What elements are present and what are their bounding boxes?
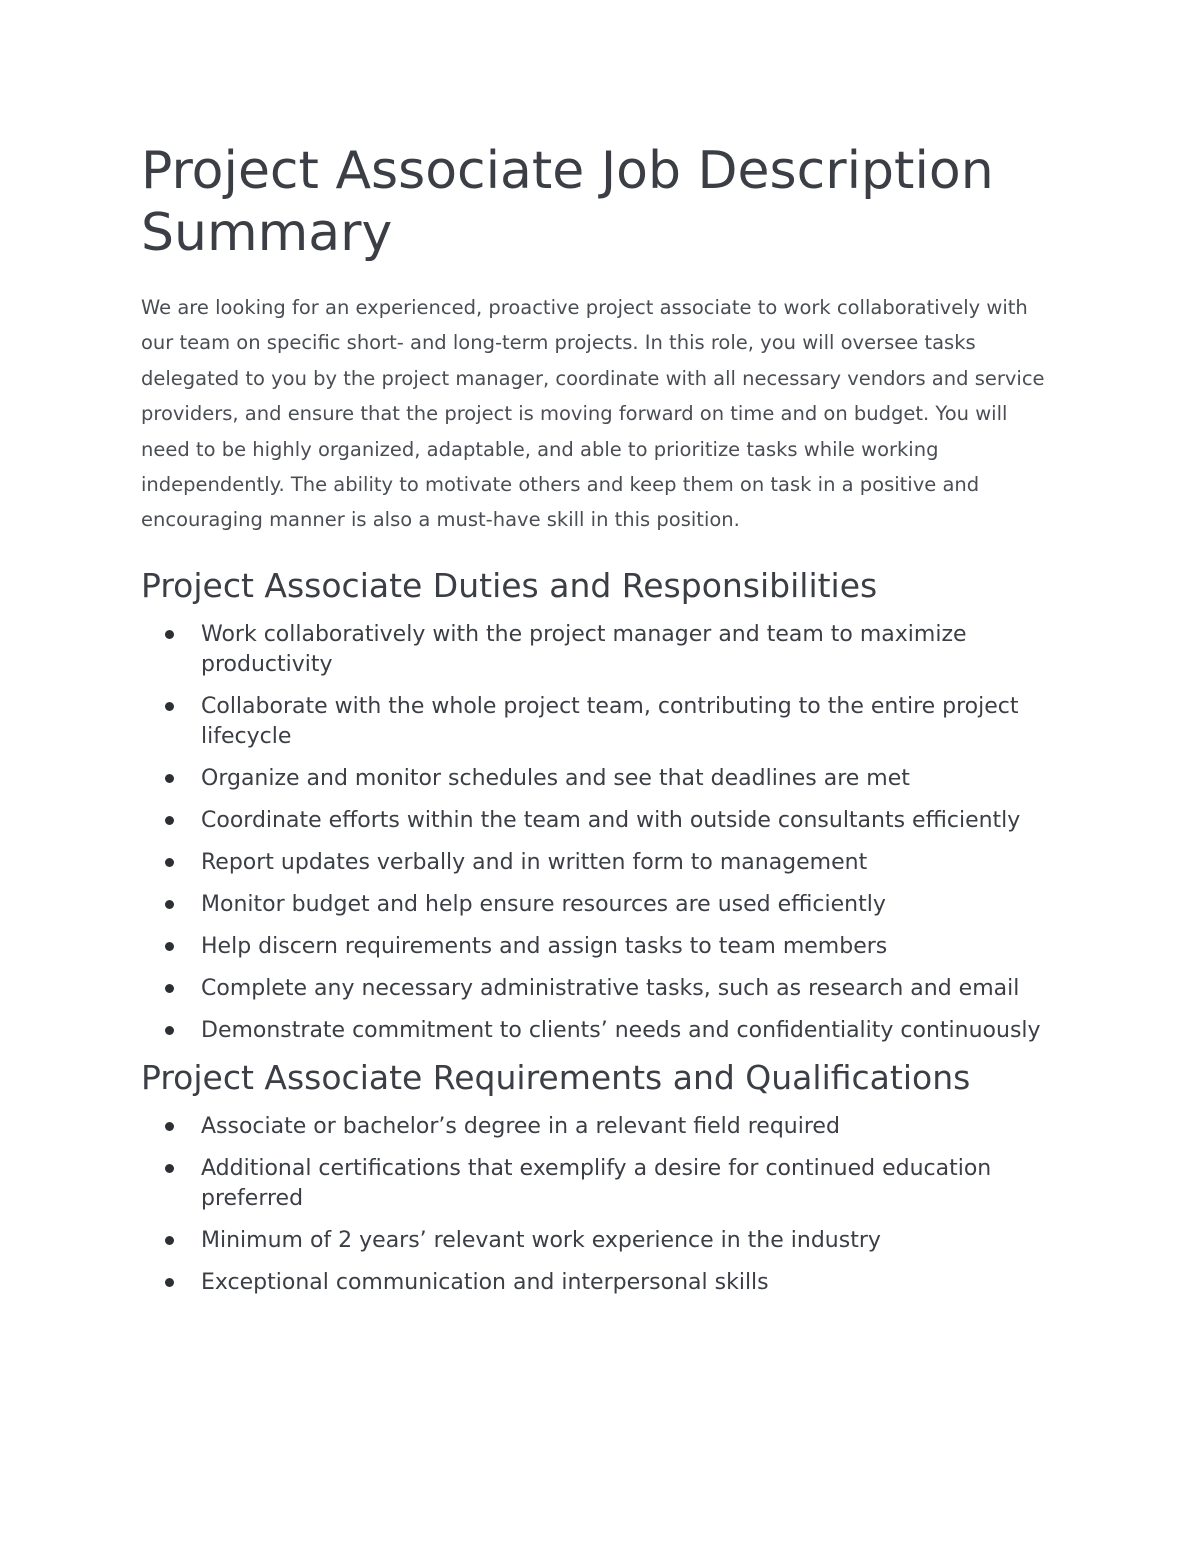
duties-heading: Project Associate Duties and Responsibilities [141,565,878,605]
duties-list [141,620,1061,1046]
bullet-icon [165,1236,174,1245]
list-item-text: Exceptional communication and interpersonal skills [201,1269,769,1295]
bullet-icon [165,858,174,867]
intro-paragraph: We are looking for an experienced, proactive project associate to work collaboratively with our team on specific short- and long-term projects. In this role, you will oversee tasks delegated to you by the project manager, coordinate with all necessary vendors and service providers, and ensure that the project is moving forward on time and on budget. You will need to be highly organized, adaptable, and able to prioritize tasks while working independently. The ability to motivate others and keep them on task in a positive and encouraging manner is also a must-have skill in this position. [141,296,1045,532]
list-item [141,1016,1061,1046]
list-item-text: Demonstrate commitment to clients’ needs and confidentiality continuously [201,1017,1041,1043]
document-page [141,140,1061,1310]
bullet-icon [165,774,174,783]
list-item-text: Minimum of 2 years’ relevant work experience in the industry [201,1227,881,1253]
list-item [141,848,1061,878]
list-item-text: Coordinate efforts within the team and with outside consultants efficiently [201,807,1021,833]
list-item-text: Report updates verbally and in written form to management [201,849,868,875]
list-item [141,890,1061,920]
list-item [141,1154,1061,1214]
list-item [141,620,1061,680]
list-item [141,692,1061,752]
requirements-list [141,1112,1061,1298]
bullet-icon [165,630,174,639]
bullet-icon [165,942,174,951]
list-item [141,1112,1061,1142]
list-item [141,806,1061,836]
list-item-text: Work collaboratively with the project manager and team to maximize productivity [201,621,967,677]
list-item [141,764,1061,794]
list-item-text: Organize and monitor schedules and see that deadlines are met [201,765,910,791]
list-item-text: Additional certifications that exemplify a desire for continued education preferred [201,1155,992,1211]
list-item [141,1226,1061,1256]
bullet-icon [165,984,174,993]
list-item [141,932,1061,962]
page-title: Project Associate Job Description Summary [141,141,994,263]
list-item-text: Collaborate with the whole project team, contributing to the entire project lifecycle [201,693,1019,749]
list-item-text: Monitor budget and help ensure resources are used efficiently [201,891,886,917]
bullet-icon [165,702,174,711]
requirements-heading: Project Associate Requirements and Qualifications [141,1057,971,1097]
bullet-icon [165,1164,174,1173]
list-item-text: Complete any necessary administrative tasks, such as research and email [201,975,1020,1001]
list-item-text: Help discern requirements and assign tasks to team members [201,933,888,959]
bullet-icon [165,900,174,909]
bullet-icon [165,1026,174,1035]
list-item [141,1268,1061,1298]
bullet-icon [165,816,174,825]
list-item-text: Associate or bachelor’s degree in a relevant field required [201,1113,840,1139]
bullet-icon [165,1278,174,1287]
list-item [141,974,1061,1004]
bullet-icon [165,1122,174,1131]
